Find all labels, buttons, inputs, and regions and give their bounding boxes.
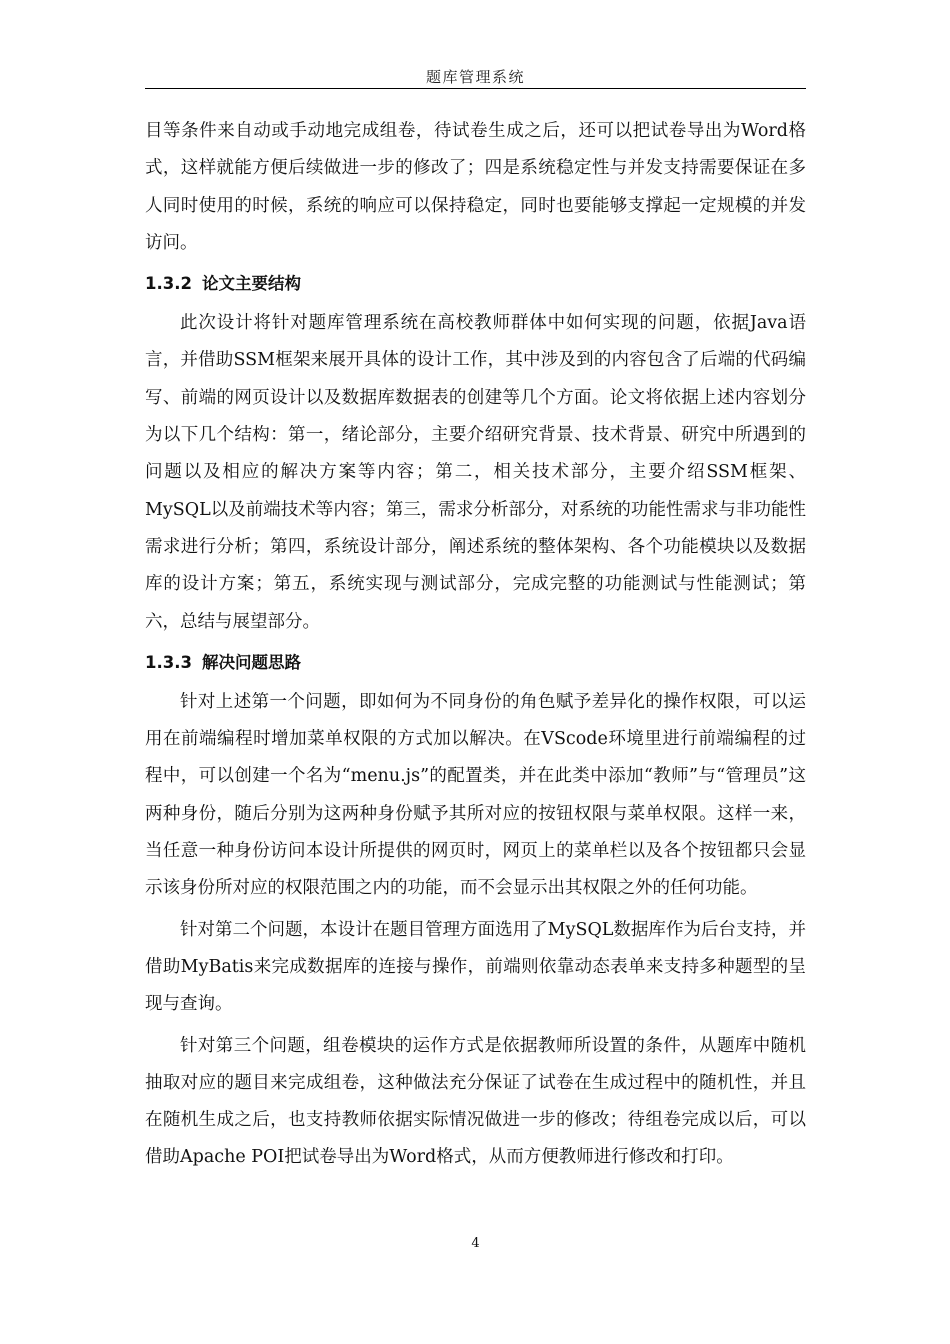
intro-paragraph: 目等条件来自动或手动地完成组卷，待试卷生成之后，还可以把试卷导出为Word格式，这样就能方便后续做进一步的修改了；四是系统稳定性与并发支持需要保证在多人同时使用的时候，系统的响应可以保持稳定，同时也要能够支撑起一定规模的并发访问。 <box>145 121 806 253</box>
structure-paragraph: 此次设计将针对题库管理系统在高校教师群体中如何实现的问题，依据Java语言，并借助SSM框架来展开具体的设计工作，其中涉及到的内容包含了后端的代码编写、前端的网页设计以及数据库数据表的创建等几个方面。论文将依据上述内容划分为以下几个结构：第一，绪论部分，主要介绍研究背景、技术背景、研究中所遇到的问题以及相应的解决方案等内容；第二，相关技术部分，主要介绍SSM框架、MySQL以及前端技术等内容；第三，需求分析部分，对系统的功能性需求与非功能性需求进行分析；第四，系统设计部分，阐述系统的整体架构、各个功能模块以及数据库的设计方案；第五，系统实现与测试部分，完成完整的功能测试与性能测试；第六，总结与展望部分。 <box>145 313 806 632</box>
solution-paragraph-2: 针对第二个问题，本设计在题目管理方面选用了MySQL数据库作为后台支持，并借助MyBatis来完成数据库的连接与操作，前端则依靠动态表单来支持多种题型的呈现与查询。 <box>145 919 806 1015</box>
body-text <box>145 113 806 1181</box>
section-title: 论文主要结构 <box>201 274 301 294</box>
section-title: 解决问题思路 <box>201 652 301 672</box>
header-rule <box>145 88 806 89</box>
section-number: 1.3.3 <box>145 652 192 672</box>
section-heading-1-3-2 <box>145 266 806 302</box>
solution-paragraph-1: 针对上述第一个问题，即如何为不同身份的角色赋予差异化的操作权限，可以运用在前端编程时增加菜单权限的方式加以解决。在VScode环境里进行前端编程的过程中，可以创建一个名为“menu.js”的配置类，并在此类中添加“教师”与“管理员”这两种身份，随后分别为这两种身份赋予其所对应的按钮权限与菜单权限。这样一来，当任意一种身份访问本设计所提供的网页时，网页上的菜单栏以及各个按钮都只会显示该身份所对应的权限范围之内的功能，而不会显示出其权限之外的任何功能。 <box>145 691 806 899</box>
page-number: 4 <box>471 1236 480 1251</box>
solution-paragraph-3: 针对第三个问题，组卷模块的运作方式是依据教师所设置的条件，从题库中随机抽取对应的题目来完成组卷，这种做法充分保证了试卷在生成过程中的随机性，并且在随机生成之后，也支持教师依据实际情况做进一步的修改；待组卷完成以后，可以借助Apache POI把试卷导出为Word格式，从而方便教师进行修改和打印。 <box>145 1035 806 1168</box>
running-header: 题库管理系统 <box>425 68 525 86</box>
section-number: 1.3.2 <box>145 274 192 294</box>
section-heading-1-3-3 <box>145 645 806 681</box>
